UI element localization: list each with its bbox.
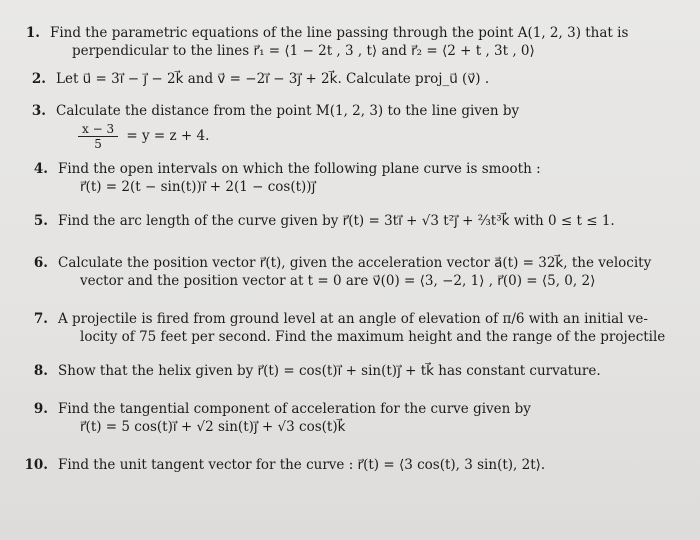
problem-number: 3.: [31, 103, 46, 119]
problem-number: 1.: [25, 25, 40, 41]
problem-text: Show that the helix given by r⃗(t) = cos(t)i⃗ + sin(t)j⃗ + tk⃗ has constant curvature.: [58, 363, 601, 379]
problem-number: 8.: [33, 363, 48, 379]
problem-text: Find the arc length of the curve given by r⃗(t) = 3ti⃗ + √3 t²j⃗ + ⅔t³k⃗ with 0 ≤ t ≤ 1.: [58, 213, 615, 229]
problem-text: perpendicular to the lines r⃗₁ = ⟨1 − 2t , 3 , t⟩ and r⃗₂ = ⟨2 + t , 3t , 0⟩: [72, 43, 535, 59]
problem-number: 7.: [33, 311, 48, 327]
problem-number: 5.: [33, 213, 48, 229]
fraction-numerator: x − 3: [78, 122, 118, 137]
problem-text: r⃗(t) = 5 cos(t)i⃗ + √2 sin(t)j⃗ + √3 cos(t)k⃗: [80, 419, 346, 435]
fraction: [78, 122, 118, 151]
problem-number: 9.: [33, 401, 48, 417]
problem-text: r⃗(t) = 2(t − sin(t))i⃗ + 2(1 − cos(t))j⃗: [80, 179, 316, 195]
problem-text: Find the unit tangent vector for the curve : r⃗(t) = ⟨3 cos(t), 3 sin(t), 2t⟩.: [58, 457, 546, 473]
problem-number: 4.: [33, 161, 48, 177]
problem-number: 10.: [24, 457, 48, 473]
problem-text: Let u⃗ = 3i⃗ − j⃗ − 2k⃗ and v⃗ = −2i⃗ − 3j⃗ + 2k⃗. Calculate proj_u⃗ (v⃗) .: [56, 71, 490, 87]
problem-number: 2.: [31, 71, 46, 87]
problem-text: Calculate the position vector r⃗(t), given the acceleration vector a⃗(t) = 32k⃗, the velocity: [58, 255, 652, 271]
problem-text: Find the parametric equations of the line passing through the point A(1, 2, 3) that is: [50, 25, 629, 41]
problem-text: Find the open intervals on which the following plane curve is smooth :: [58, 161, 541, 177]
equation-rest: = y = z + 4.: [126, 128, 210, 144]
problem-text: vector and the position vector at t = 0 are v⃗(0) = ⟨3, −2, 1⟩ , r⃗(0) = ⟨5, 0, 2⟩: [80, 273, 596, 289]
problem-text: A projectile is fired from ground level at an angle of elevation of π/6 with an initial ve-: [58, 311, 648, 327]
fraction-denominator: 5: [94, 137, 102, 151]
problem-text: Calculate the distance from the point M(1, 2, 3) to the line given by: [56, 103, 520, 119]
problem-text: locity of 75 feet per second. Find the maximum height and the range of the projectile: [80, 329, 666, 345]
problem-number: 6.: [33, 255, 48, 271]
problem-text: Find the tangential component of acceleration for the curve given by: [58, 401, 531, 417]
